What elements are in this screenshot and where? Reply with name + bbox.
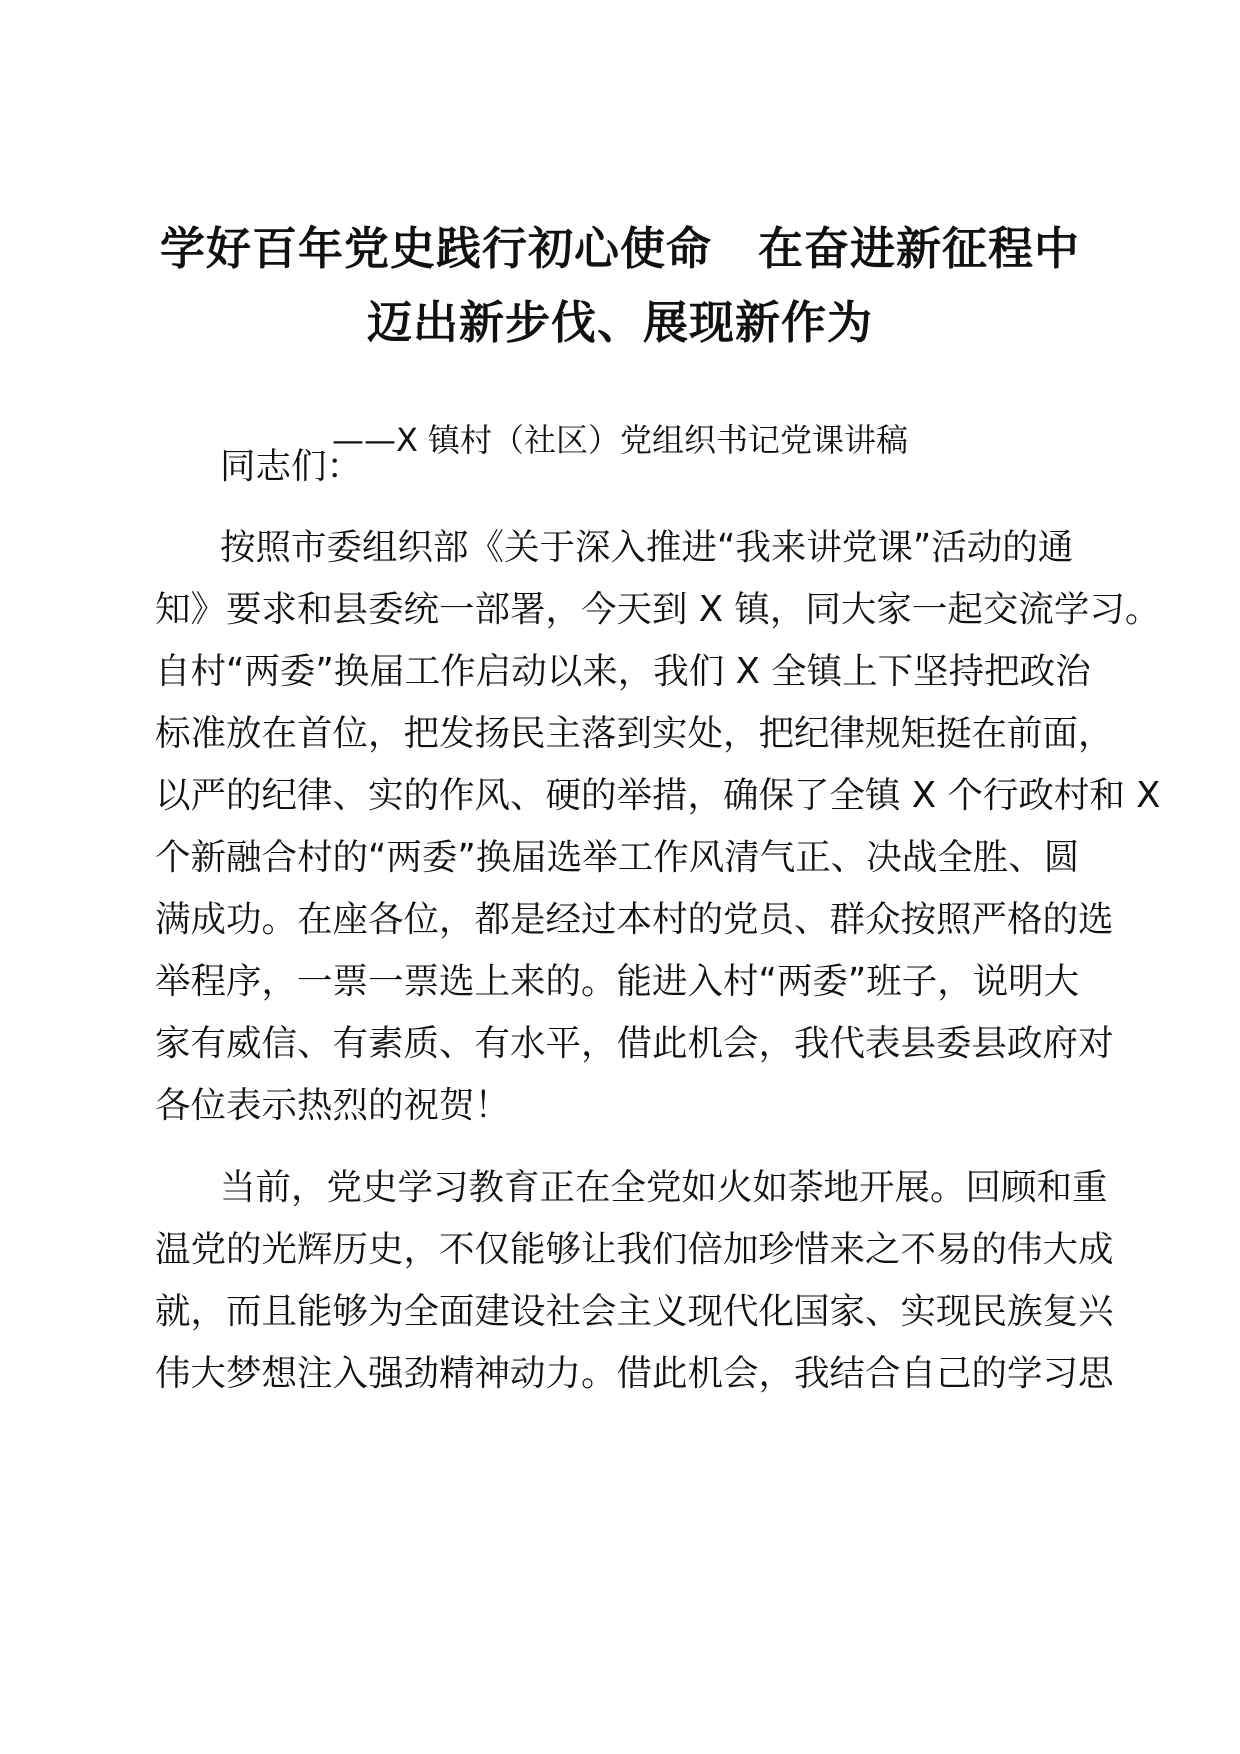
body-line: 满成功。在座各位，都是经过本村的党员、群众按照严格的选: [155, 899, 1114, 940]
body-line: 温党的光辉历史，不仅能够让我们倍加珍惜来之不易的伟大成: [155, 1229, 1114, 1270]
salutation: 同志们：: [220, 446, 363, 487]
body-line: 就，而且能够为全面建设社会主义现代化国家、实现民族复兴: [155, 1291, 1114, 1332]
body-line: 家有威信、有素质、有水平，借此机会，我代表县委县政府对: [155, 1023, 1114, 1064]
document-title-line-1: 学好百年党史践行初心使命 在奋进新征程中: [159, 222, 1080, 275]
body-line: 举程序，一票一票选上来的。能进入村“两委”班子，说明大: [155, 961, 1080, 1002]
body-line: 按照市委组织部《关于深入推进“我来讲党课”活动的通: [220, 527, 1074, 568]
document-subtitle: ——X 镇村（社区）党组织书记党课讲稿: [331, 421, 909, 459]
body-line: 伟大梦想注入强劲精神动力。借此机会，我结合自己的学习思: [155, 1353, 1114, 1394]
body-line: 标准放在首位，把发扬民主落到实处，把纪律规矩挺在前面，: [155, 713, 1114, 754]
body-line: 当前，党史学习教育正在全党如火如荼地开展。回顾和重: [220, 1167, 1108, 1208]
body-line: 知》要求和县委统一部署，今天到 X 镇，同大家一起交流学习。: [155, 589, 1161, 630]
document-title-line-2: 迈出新步伐、展现新作为: [366, 296, 873, 349]
body-line: 以严的纪律、实的作风、硬的举措，确保了全镇 X 个行政村和 X: [155, 775, 1161, 816]
body-line: 自村“两委”换届工作启动以来，我们 X 全镇上下坚持把政治: [155, 651, 1091, 692]
body-line: 个新融合村的“两委”换届选举工作风清气正、决战全胜、圆: [155, 837, 1080, 878]
body-line: 各位表示热烈的祝贺！: [155, 1085, 511, 1126]
